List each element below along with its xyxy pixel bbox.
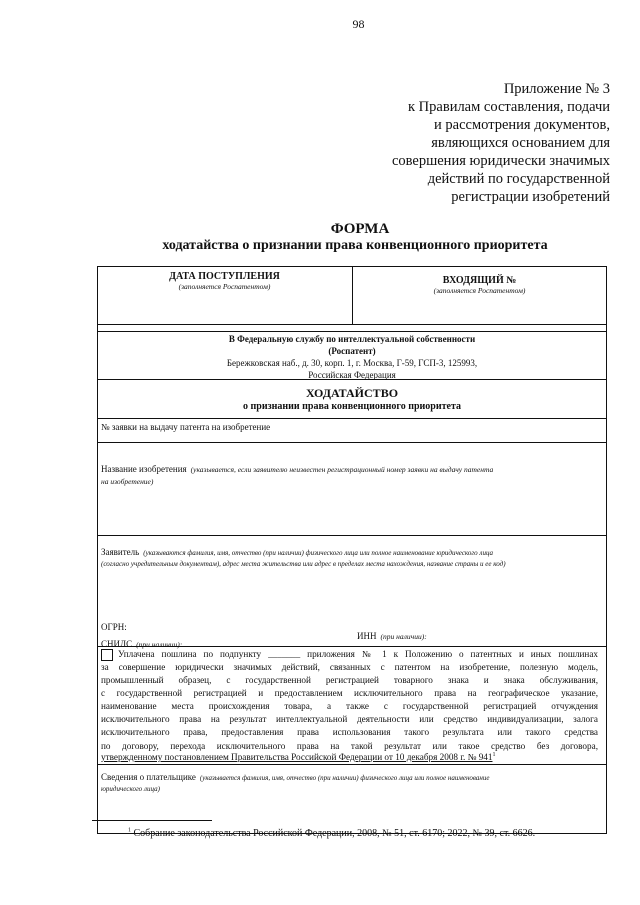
petition-title: ХОДАТАЙСТВО [305, 386, 399, 400]
fee-paid-checkbox[interactable] [101, 649, 113, 661]
footnote-text: Собрание законодательства Российской Федерации, 2008, № 51, ст. 6170; 2022, № 39, ст. 6626. [133, 828, 536, 839]
appendix-line: являющихся основанием для [431, 135, 610, 151]
divider [97, 764, 607, 765]
fee-text-line: за совершение юридически значимых действий, связанных с патентом на изобретение, полезную модель, [101, 662, 598, 672]
fee-paid-text-first [118, 648, 598, 661]
payer-field [101, 767, 601, 793]
divider [97, 535, 607, 536]
fee-text-line: утвержденному постановлением Правительства Российской Федерации от 10 декабря 2008 г. № 941 [101, 752, 493, 762]
appendix-line: и рассмотрения документов, [434, 117, 610, 133]
footnote-ref: 1 [492, 751, 496, 758]
incoming-number-cell [352, 275, 607, 295]
ogrn-label: ОГРН: [101, 622, 127, 632]
inn-note: (при наличии): [380, 632, 427, 641]
divider [97, 324, 607, 325]
invention-title-note: на изобретение) [101, 477, 154, 486]
incoming-number-label: ВХОДЯЩИЙ № [442, 275, 517, 286]
incoming-number-note: (заполняется Роспатентом) [433, 286, 526, 295]
payer-label: Сведения о плательщике [101, 772, 196, 782]
date-received-label: ДАТА ПОСТУПЛЕНИЯ [169, 271, 280, 282]
footnote-rule [92, 820, 212, 821]
applicant-note: (согласно учредительным документам), адрес места жительства или адрес в пределах места нахождения, название страны и ее код) [101, 560, 506, 568]
snils-note: (при наличии): [136, 640, 183, 649]
addressee-block [97, 333, 607, 381]
snils-label: СНИЛС [101, 639, 133, 649]
divider [97, 442, 607, 443]
fee-text-last [101, 752, 495, 762]
fee-text-line: промышленный образец, с государственной регистрацией товарного знака и знака обслуживания, [101, 675, 598, 686]
date-received-cell [97, 271, 352, 291]
fee-paid-text [101, 661, 598, 753]
form-title: ФОРМА [330, 221, 390, 237]
addressee-line: (Роспатент) [328, 346, 376, 356]
fee-text-line: исключительного права, предоставления права использования такого результата или такого средства [101, 727, 598, 738]
appendix-header [355, 80, 610, 206]
addressee-line: В Федеральную службу по интеллектуальной собственности [228, 334, 476, 344]
divider [97, 331, 607, 332]
addressee-line: Российская Федерация [308, 370, 396, 380]
appendix-line: действий по государственной [427, 171, 610, 187]
petition-heading [97, 386, 607, 412]
divider [97, 418, 607, 419]
page-number: 98 [352, 17, 365, 31]
application-number-label: № заявки на выдачу патента на изобретение [101, 422, 271, 432]
appendix-line: Приложение № 3 [503, 81, 610, 97]
fee-text-line: с государственной регистрацией и предоставлением исключительного права на географическое указание, [101, 688, 598, 699]
invention-title-field [101, 459, 601, 486]
payer-note: юридического лица) [101, 785, 160, 793]
inn-label: ИНН [357, 631, 377, 641]
footnote [128, 828, 535, 839]
appendix-line: совершения юридически значимых [391, 153, 610, 169]
fee-text-line: Уплачена пошлина по подпункту _______ приложения № 1 к Положению о патентных и иных пошлинах [118, 649, 598, 659]
invention-title-label: Название изобретения [101, 464, 187, 474]
fee-text-line: наименование места происхождения товара, а также с государственной регистрацией отчуждения [101, 701, 598, 712]
addressee-line: Бережковская наб., д. 30, корп. 1, г. Москва, Г-59, ГСП-3, 125993, [226, 358, 478, 368]
form-subtitle: ходатайства о признании права конвенционного приоритета [162, 238, 548, 253]
inn-field [357, 626, 427, 644]
applicant-note: (указываются фамилия, имя, отчество (при наличии) физического лица или полное наименование юридического лица [143, 549, 494, 557]
footnote-mark: 1 [128, 827, 131, 834]
fee-text-line: по договору, перехода исключительного права на такой результат или такое средство без договора, [101, 740, 598, 751]
appendix-line: к Правилам составления, подачи [408, 99, 610, 115]
invention-title-note: (указывается, если заявителю неизвестен регистрационный номер заявки на выдачу патента [190, 465, 494, 474]
appendix-line: регистрации изобретений [451, 189, 610, 205]
applicant-field [101, 542, 603, 568]
date-received-note: (заполняется Роспатентом) [178, 282, 271, 291]
applicant-label: Заявитель [101, 547, 140, 557]
petition-subtitle: о признании права конвенционного приоритета [243, 401, 461, 412]
payer-note: (указывается фамилия, имя, отчество (при наличии) физического лица или полное наименование [199, 774, 490, 782]
fee-text-line: исключительного права на результат интеллектуальной деятельности или средство индивидуализации, залога [101, 714, 598, 725]
